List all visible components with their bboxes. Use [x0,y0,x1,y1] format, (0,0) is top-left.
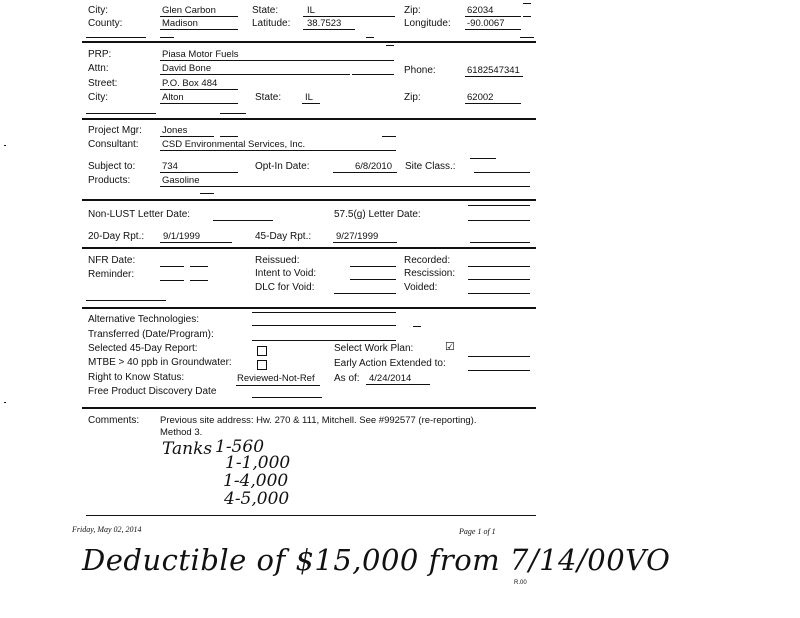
longitude-value: -90.0067 [467,18,505,29]
county-value: Madison [162,18,198,29]
longitude-label: Longitude: [404,18,451,29]
latitude-underline [303,29,355,30]
swp-checkbox[interactable]: ☑ [445,341,455,353]
city-value: Glen Carbon [162,5,216,16]
prp-city-label: City: [88,92,108,103]
rule [86,515,536,516]
optin-underline [333,172,397,173]
transferred-label: Transferred (Date/Program): [88,329,214,340]
tank-line-2: 1-1,000 [225,453,291,473]
scan-mark [4,402,6,403]
rule [386,45,394,46]
rpt20-label: 20-Day Rpt.: [88,231,145,242]
prp-value: Piasa Motor Fuels [162,49,239,60]
rule [366,37,374,38]
rule [86,113,156,114]
optin-label: Opt-In Date: [255,161,310,172]
rule [470,158,496,159]
state-value: IL [307,5,315,16]
prp-zip-label: Zip: [404,92,421,103]
tank-line-1: 1-560 [215,437,265,457]
reminder-label: Reminder: [88,269,135,280]
longitude-underline [465,29,521,30]
rule [86,37,146,38]
state-underline [303,16,395,17]
rule [468,279,530,280]
rule [350,266,396,267]
prp-state-value: IL [305,92,313,103]
state-label: State: [252,5,279,16]
county-label: County: [88,18,123,29]
consultant-label: Consultant: [88,139,139,150]
recorded-label: Recorded: [404,255,451,266]
city-underline [160,16,238,17]
fpd-label: Free Product Discovery Date [88,386,217,397]
rule [160,266,184,267]
siteclass-underline [474,172,530,173]
rpt45-value: 9/27/1999 [336,231,379,242]
products-value: Gasoline [162,175,200,186]
phone-value: 6182547341 [467,65,520,76]
letter575-underline [468,220,530,221]
letter575-label: 57.5(g) Letter Date: [334,209,421,220]
rule [523,3,531,4]
rule [190,266,208,267]
rule [252,340,396,341]
rule [220,136,238,137]
rule [468,370,530,371]
rule [382,136,396,137]
project-mgr-value: Jones [162,125,188,136]
dlc-label: DLC for Void: [255,282,315,293]
rule [468,293,530,294]
latitude-value: 38.7523 [307,18,342,29]
reissued-label: Reissued: [255,255,300,266]
prp-underline [160,60,394,61]
rule [86,300,166,301]
eae-label: Early Action Extended to: [334,358,446,369]
tank-line-3: 1-4,000 [223,471,289,491]
attn-value: David Bone [162,63,212,74]
phone-underline [465,76,523,77]
zip-value: 62034 [467,5,494,16]
section-divider [82,407,536,409]
voided-label: Voided: [404,282,438,293]
tanks-label: Tanks [162,439,213,459]
rule [520,37,534,38]
prp-state-label: State: [255,92,282,103]
phone-label: Phone: [404,65,436,76]
street-underline [160,89,238,90]
comments-line1: Previous site address: Hw. 270 & 111, Mitchell. See #992577 (re-reporting). [160,415,477,426]
attn-underline [160,74,350,75]
prp-state-underline [302,103,320,104]
prp-city-value: Alton [162,92,184,103]
rule [334,293,396,294]
rule [200,193,214,194]
street-label: Street: [88,78,118,89]
subject-label: Subject to: [88,161,136,172]
section-divider [82,307,536,309]
nonlust-label: Non-LUST Letter Date: [88,209,191,220]
prp-city-underline [160,103,238,104]
subject-underline [160,172,238,173]
zip-label: Zip: [404,5,421,16]
rule [236,385,320,386]
optin-value: 6/8/2010 [355,161,392,172]
prp-zip-underline [465,103,521,104]
rule [190,280,208,281]
prp-label: PRP: [88,49,112,60]
county-underline [160,29,238,30]
nfr-label: NFR Date: [88,255,136,266]
rule [413,326,421,327]
asof-value: 4/24/2014 [369,373,412,384]
comments-line2: Method 3. [160,427,203,438]
attn-label: Attn: [88,63,109,74]
rule [523,16,531,17]
scan-mark [4,145,6,146]
rpt45-label: 45-Day Rpt.: [255,231,312,242]
section-divider [82,118,536,120]
subject-value: 734 [162,161,178,172]
rule [220,113,246,114]
consultant-underline [160,150,396,151]
rtk-label: Right to Know Status: [88,372,185,383]
nonlust-underline [213,220,273,221]
intent-label: Intent to Void: [255,268,317,279]
mtbe-label: MTBE > 40 ppb in Groundwater: [88,357,232,368]
rpt45-underline [333,242,397,243]
section-divider [82,199,536,201]
rule [366,384,430,385]
rule [160,280,184,281]
latitude-label: Latitude: [252,18,291,29]
rule [252,397,322,398]
comments-label: Comments: [88,415,140,426]
project-mgr-label: Project Mgr: [88,125,142,136]
city-label: City: [88,5,108,16]
swp-label: Select Work Plan: [334,343,414,354]
section-divider [82,247,536,249]
rule [252,325,396,326]
consultant-value: CSD Environmental Services, Inc. [162,139,306,150]
siteclass-label: Site Class.: [405,161,456,172]
rule [468,205,530,206]
street-value: P.O. Box 484 [162,78,218,89]
rescission-label: Rescission: [404,268,456,279]
alt-tech-label: Alternative Technologies: [88,314,199,325]
rule [350,279,396,280]
deductible-note: Deductible of $15,000 from 7/14/00VO [82,543,671,577]
rule [470,242,530,243]
rule [352,74,394,75]
project-mgr-underline [160,136,214,137]
zip-underline [465,16,521,17]
footer-date: Friday, May 02, 2014 [72,525,142,534]
rule [468,266,530,267]
rule [252,312,396,313]
rpt20-value: 9/1/1999 [163,231,200,242]
products-underline [160,186,530,187]
section-divider [82,41,536,43]
asof-label: As of: [334,373,360,384]
rule [468,356,530,357]
rule [160,37,174,38]
mtbe-checkbox[interactable] [257,360,267,370]
tank-line-4: 4-5,000 [224,489,290,509]
rtk-value: Reviewed-Not-Ref [237,373,315,384]
products-label: Products: [88,175,131,186]
sel45-checkbox[interactable] [257,346,267,356]
sel45-label: Selected 45-Day Report: [88,343,198,354]
footer-page: Page 1 of 1 [459,527,496,536]
prp-zip-value: 62002 [467,92,494,103]
stamp-code: R.00 [514,580,527,586]
rpt20-underline [160,242,232,243]
